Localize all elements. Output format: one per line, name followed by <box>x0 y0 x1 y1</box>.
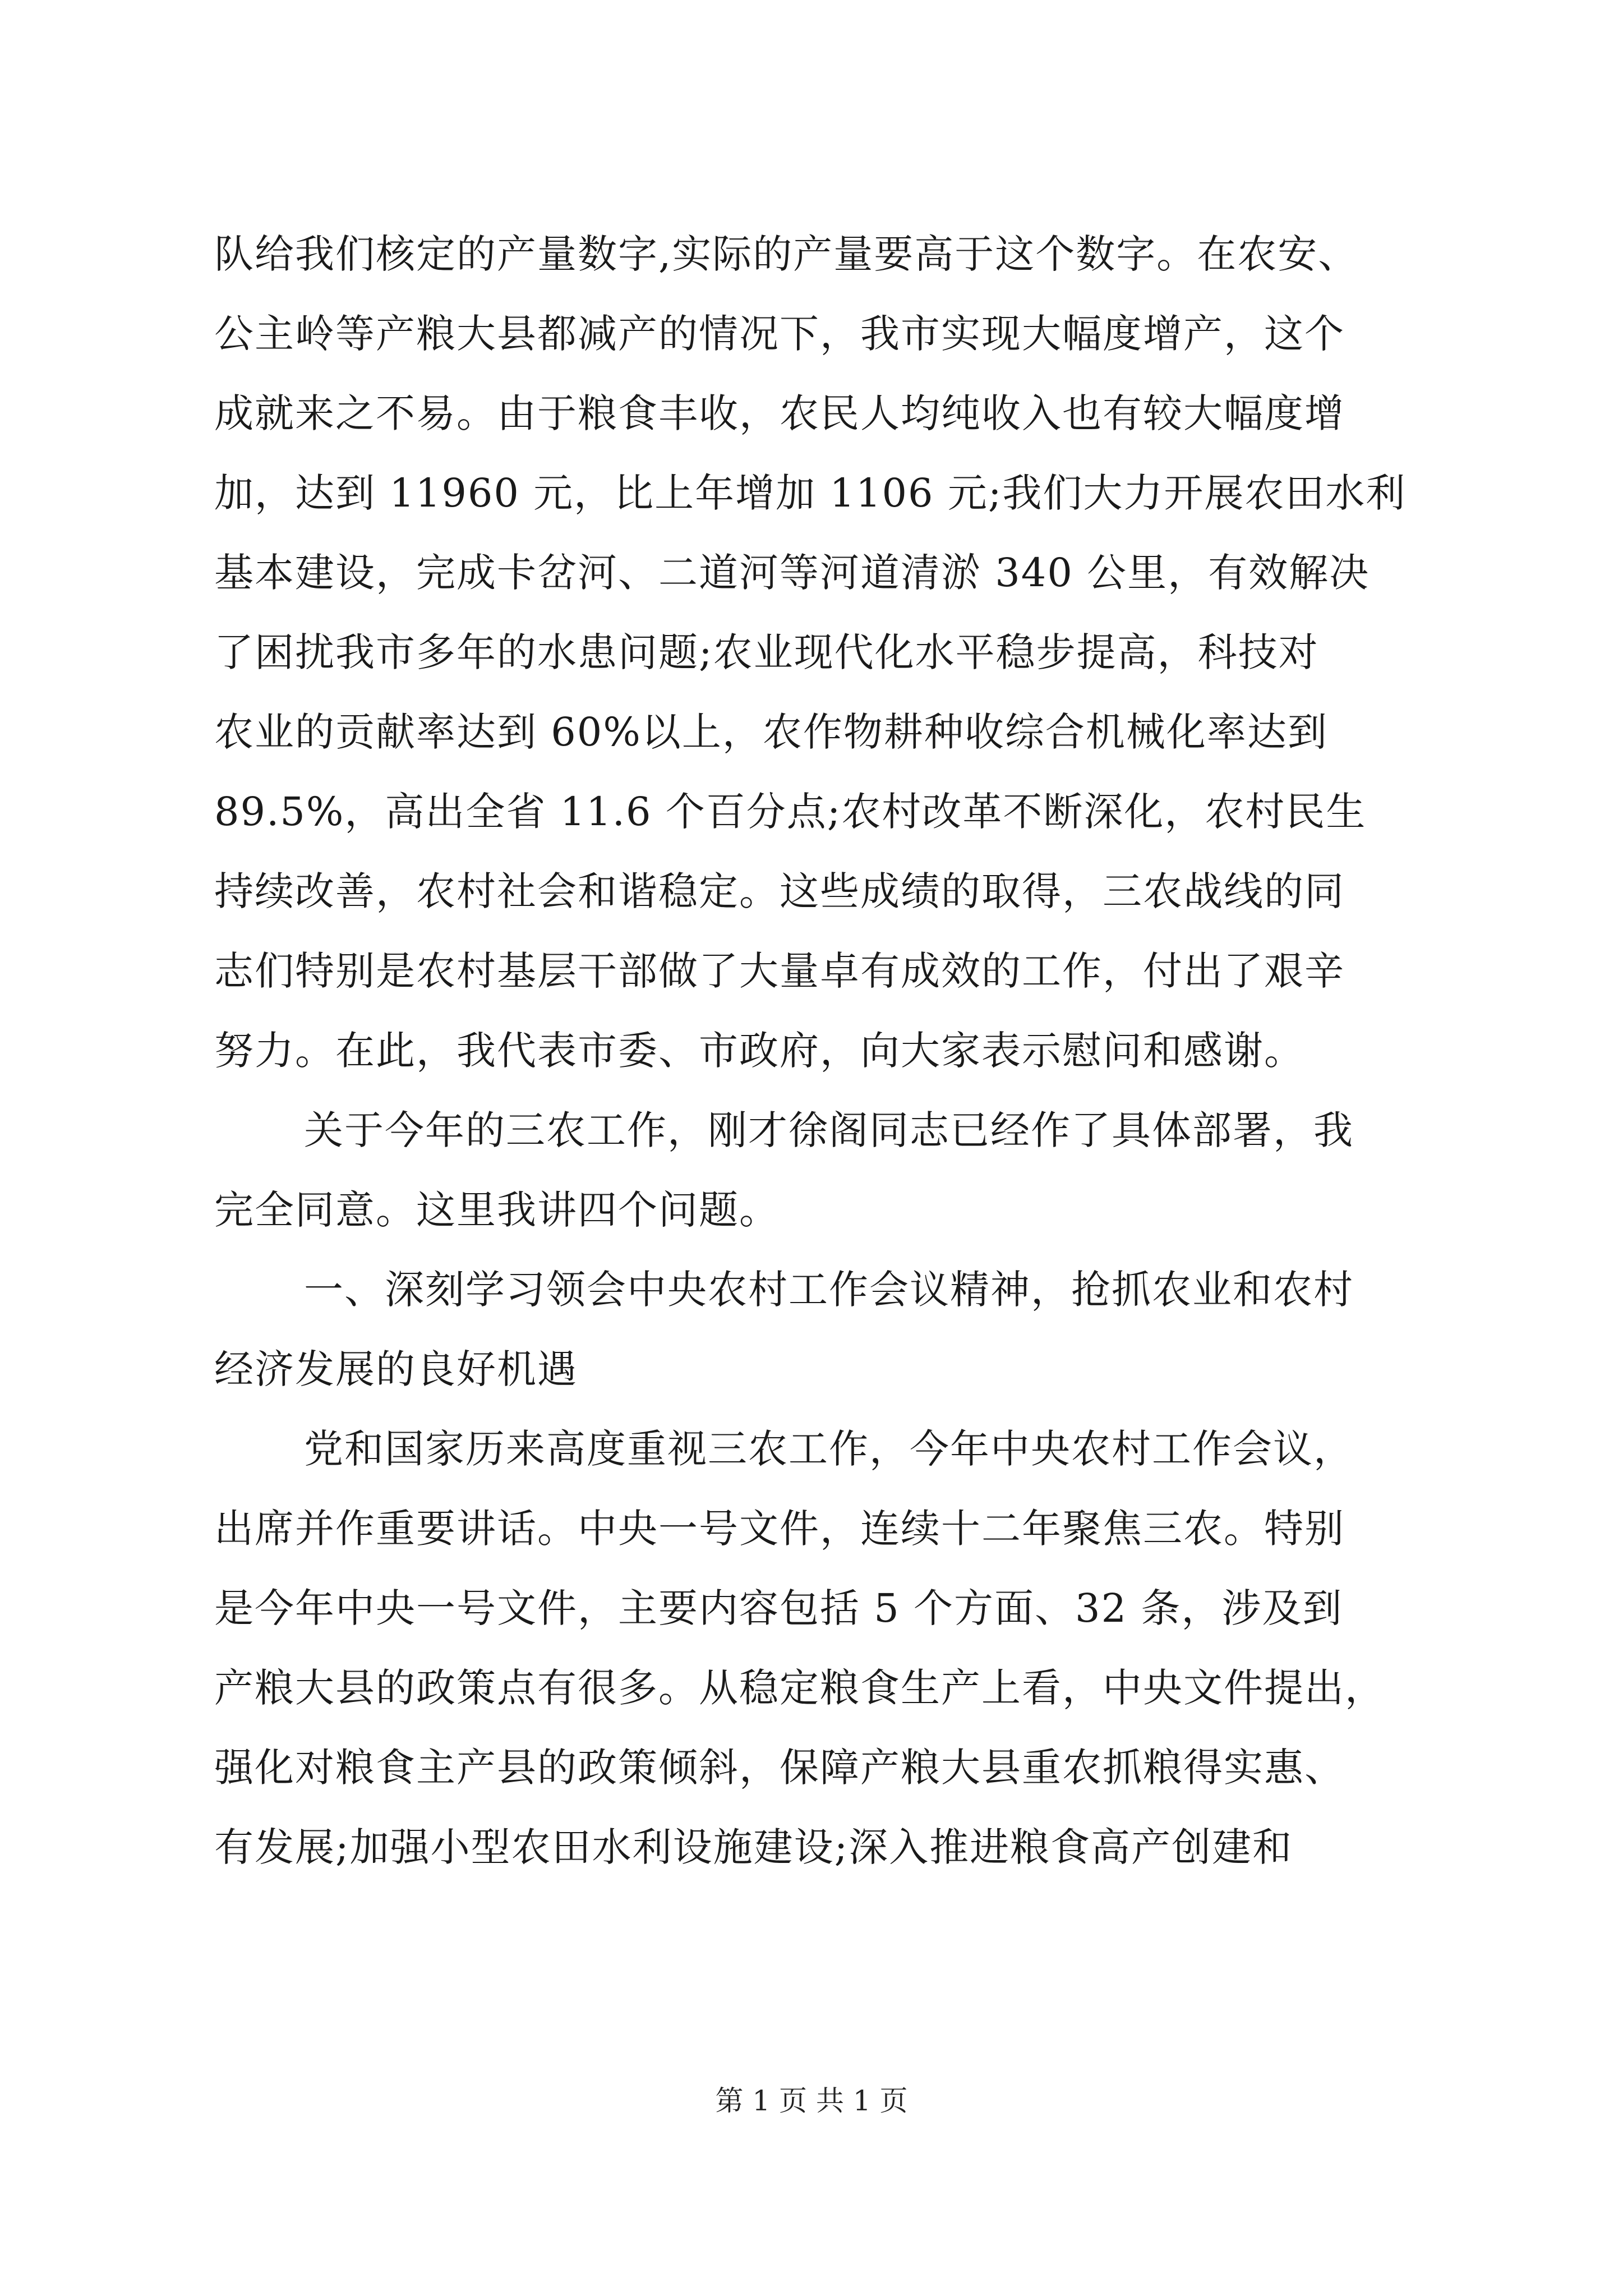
text-line: 强化对粮食主产县的政策倾斜，保障产粮大县重农抓粮得实惠、 <box>214 1745 1345 1791</box>
text-line: 成就来之不易。由于粮食丰收，农民人均纯收入也有较大幅度增 <box>214 390 1345 436</box>
text-line: 基本建设，完成卡岔河、二道河等河道清淤 340 公里，有效解决 <box>214 550 1370 596</box>
text-line: 志们特别是农村基层干部做了大量卓有成效的工作，付出了艰辛 <box>214 948 1345 994</box>
text-line: 是今年中央一号文件，主要内容包括 5 个方面、32 条，涉及到 <box>214 1585 1343 1631</box>
text-line: 公主岭等产粮大县都减产的情况下，我市实现大幅度增产，这个 <box>214 311 1345 357</box>
text-line: 89.5%，高出全省 11.6 个百分点;农村改革不断深化，农村民生 <box>214 789 1367 835</box>
text-line: 出席并作重要讲话。中央一号文件，连续十二年聚焦三农。特别 <box>214 1506 1345 1552</box>
text-line: 经济发展的良好机遇 <box>214 1346 578 1392</box>
text-line: 产粮大县的政策点有很多。从稳定粮食生产上看，中央文件提出， <box>214 1665 1385 1711</box>
text-line: 农业的贡献率达到 60%以上，农作物耕种收综合机械化率达到 <box>214 709 1328 755</box>
text-line: 一、深刻学习领会中央农村工作会议精神，抢抓农业和农村 <box>304 1267 1354 1313</box>
text-line: 党和国家历来高度重视三农工作，今年中央农村工作会议， <box>304 1426 1354 1472</box>
text-line: 关于今年的三农工作，刚才徐阁同志已经作了具体部署，我 <box>304 1107 1354 1153</box>
page-footer: 第 1 页 共 1 页 <box>715 2085 908 2117</box>
text-line: 队给我们核定的产量数字,实际的产量要高于这个数字。在农安、 <box>214 231 1359 277</box>
document-body <box>214 214 1414 1887</box>
text-line: 持续改善，农村社会和谐稳定。这些成绩的取得，三农战线的同 <box>214 868 1345 914</box>
text-line: 努力。在此，我代表市委、市政府，向大家表示慰问和感谢。 <box>214 1028 1304 1074</box>
text-line: 完全同意。这里我讲四个问题。 <box>214 1187 780 1233</box>
text-line: 加，达到 11960 元，比上年增加 1106 元;我们大力开展农田水利 <box>214 470 1407 516</box>
text-line: 有发展;加强小型农田水利设施建设;深入推进粮食高产创建和 <box>214 1824 1293 1870</box>
text-line: 了困扰我市多年的水患问题;农业现代化水平稳步提高，科技对 <box>214 629 1319 675</box>
